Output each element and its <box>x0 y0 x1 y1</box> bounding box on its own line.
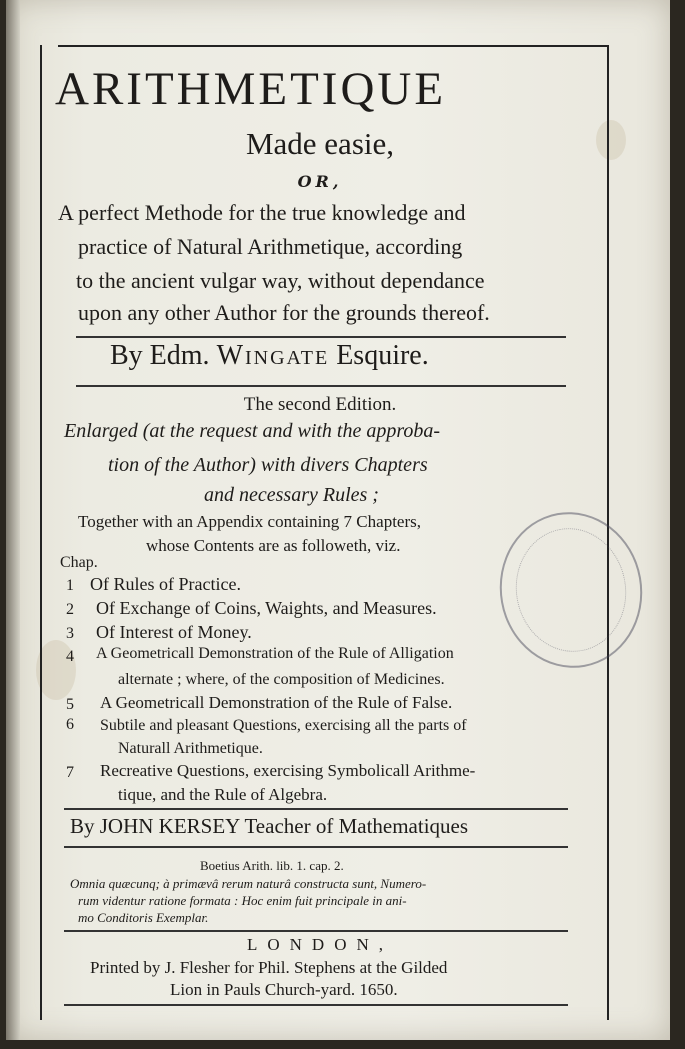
imprint-city: LONDON, <box>246 935 394 954</box>
rule-line <box>64 1004 568 1006</box>
author-line <box>110 340 429 372</box>
rule-line <box>76 385 566 387</box>
subtitle-line: practice of Natural Arithmetique, according <box>78 234 463 259</box>
quote-line: mo Conditoris Exemplar. <box>78 910 209 925</box>
chapter-number: 3 <box>66 625 74 642</box>
chapter-line: alternate ; where, of the composition of Medicines. <box>118 671 445 688</box>
quote-line: Omnia quæcunq; à primævâ rerum naturâ constructa sunt, Numero- <box>70 876 427 891</box>
enlarged-line: and necessary Rules ; <box>204 484 379 506</box>
book-title: ARITHMETIQUE <box>55 63 447 115</box>
author-suffix: Esquire. <box>336 340 429 371</box>
chapter-line: A Geometricall Demonstration of the Rule of False. <box>100 693 453 712</box>
chapter-line: Of Interest of Money. <box>96 622 252 642</box>
kersey-line: By JOHN KERSEY Teacher of Mathematiques <box>70 814 469 838</box>
imprint-line: Printed by J. Flesher for Phil. Stephens at the Gilded <box>90 958 448 977</box>
quote-source: Boetius Arith. lib. 1. cap. 2. <box>200 858 344 873</box>
chapter-line: tique, and the Rule of Algebra. <box>118 785 328 804</box>
chapter-line: Naturall Arithmetique. <box>118 740 263 757</box>
enlarged-line: Enlarged (at the request and with the approba- <box>64 420 441 442</box>
chapter-line: A Geometricall Demonstration of the Rule of Alligation <box>96 645 454 662</box>
enlarged-line: tion of the Author) with divers Chapters <box>108 454 428 476</box>
chapter-number: 6 <box>66 716 74 733</box>
rule-line <box>76 336 566 338</box>
author-prefix: By Edm. <box>110 340 210 371</box>
made-easie-line: Made easie, <box>245 126 395 161</box>
top-rule <box>58 45 608 47</box>
quote-line: rum videntur ratione formata : Hoc enim fuit principale in ani- <box>78 893 407 908</box>
rule-line <box>64 808 568 810</box>
chapter-number: 1 <box>66 577 74 594</box>
edition-line: The second Edition. <box>243 394 397 415</box>
appendix-line: Together with an Appendix containing 7 Chapters, <box>78 512 421 531</box>
chapter-line: Subtile and pleasant Questions, exercising all the parts of <box>100 717 467 734</box>
chapter-number: 5 <box>66 696 74 713</box>
chap-heading: Chap. <box>60 554 98 571</box>
chapter-line: Recreative Questions, exercising Symbolicall Arithme- <box>100 761 476 780</box>
chapter-number: 4 <box>66 648 74 665</box>
contents-line: whose Contents are as followeth, viz. <box>146 536 401 555</box>
or-line: OR, <box>297 172 343 191</box>
author-name: Wingate <box>216 340 330 371</box>
chapter-line: Of Rules of Practice. <box>90 574 241 594</box>
chapter-number: 2 <box>66 601 74 618</box>
subtitle-line: upon any other Author for the grounds thereof. <box>78 300 490 325</box>
imprint-line: Lion in Pauls Church-yard. 1650. <box>170 980 398 999</box>
chapter-line: Of Exchange of Coins, Waights, and Measures. <box>96 598 437 618</box>
library-stamp-inner-ring <box>506 519 636 660</box>
rule-line <box>64 930 568 932</box>
subtitle-line: to the ancient vulgar way, without dependance <box>76 268 485 293</box>
rule-line <box>64 846 568 848</box>
chapter-number: 7 <box>66 764 74 781</box>
subtitle-line: A perfect Methode for the true knowledge and <box>58 200 466 225</box>
